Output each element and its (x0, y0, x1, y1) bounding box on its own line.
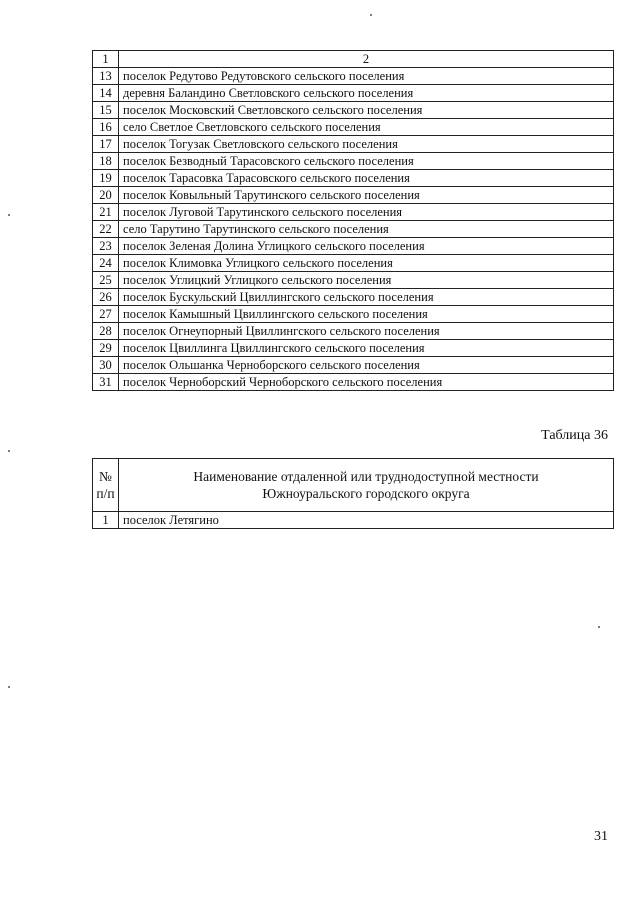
settlement-name-cell: поселок Луговой Тарутинского сельского поселения (119, 204, 614, 221)
header-name-line-1: Наименование отдаленной или труднодоступной местности (193, 469, 539, 484)
column-number-1: 1 (93, 51, 119, 68)
row-number-cell: 27 (93, 306, 119, 323)
settlement-name-cell: село Тарутино Тарутинского сельского поселения (119, 221, 614, 238)
row-number-cell: 22 (93, 221, 119, 238)
table-row (93, 136, 614, 153)
header-number-abbrev: п/п (96, 486, 115, 501)
table-row (93, 340, 614, 357)
settlement-name-cell: поселок Климовка Углицкого сельского поселения (119, 255, 614, 272)
settlement-name-cell: поселок Зеленая Долина Углицкого сельского поселения (119, 238, 614, 255)
settlement-name-cell: деревня Баландино Светловского сельского поселения (119, 85, 614, 102)
row-number-cell: 26 (93, 289, 119, 306)
table-row (93, 374, 614, 391)
settlement-name-cell: поселок Огнеупорный Цвиллингского сельского поселения (119, 323, 614, 340)
table-36-caption: Таблица 36 (541, 428, 608, 443)
table-row (93, 68, 614, 85)
settlement-name-cell: поселок Московский Светловского сельского поселения (119, 102, 614, 119)
table-row (93, 357, 614, 374)
row-number-cell: 20 (93, 187, 119, 204)
table-row (93, 306, 614, 323)
table-row (93, 238, 614, 255)
settlement-name-cell: поселок Камышный Цвиллингского сельского поселения (119, 306, 614, 323)
table-36 (92, 458, 614, 529)
settlement-name-cell: поселок Летягино (119, 512, 614, 529)
table-row (93, 272, 614, 289)
header-name-line-2: Южноуральского городского округа (262, 486, 470, 501)
row-number-cell: 30 (93, 357, 119, 374)
settlement-name-cell: поселок Редутово Редутовского сельского поселения (119, 68, 614, 85)
table-row (93, 323, 614, 340)
settlements-table-body (93, 68, 614, 391)
row-number-cell: 21 (93, 204, 119, 221)
settlement-name-cell: поселок Тарасовка Тарасовского сельского поселения (119, 170, 614, 187)
scan-speck (370, 14, 372, 16)
settlement-name-cell: поселок Бускульский Цвиллингского сельского поселения (119, 289, 614, 306)
settlement-name-cell: поселок Черноборский Черноборского сельского поселения (119, 374, 614, 391)
table-row (93, 102, 614, 119)
header-number-symbol: № (99, 469, 112, 484)
table-column-number-row (93, 51, 614, 68)
settlement-name-cell: поселок Тогузак Светловского сельского поселения (119, 136, 614, 153)
scan-speck (8, 686, 10, 688)
settlement-name-cell: село Светлое Светловского сельского поселения (119, 119, 614, 136)
row-number-cell: 31 (93, 374, 119, 391)
scan-speck (8, 450, 10, 452)
header-name-cell (119, 459, 614, 512)
scan-speck (598, 626, 600, 628)
settlement-name-cell: поселок Углицкий Углицкого сельского поселения (119, 272, 614, 289)
table-row (93, 85, 614, 102)
table-row (93, 255, 614, 272)
row-number-cell: 14 (93, 85, 119, 102)
row-number-cell: 1 (93, 512, 119, 529)
row-number-cell: 17 (93, 136, 119, 153)
settlements-table-continued (92, 50, 614, 391)
header-number-cell (93, 459, 119, 512)
row-number-cell: 25 (93, 272, 119, 289)
page-number: 31 (594, 829, 608, 844)
row-number-cell: 24 (93, 255, 119, 272)
table-row (93, 289, 614, 306)
scan-speck (8, 214, 10, 216)
row-number-cell: 15 (93, 102, 119, 119)
row-number-cell: 28 (93, 323, 119, 340)
table-row (93, 170, 614, 187)
settlement-name-cell: поселок Цвиллинга Цвиллингского сельского поселения (119, 340, 614, 357)
row-number-cell: 16 (93, 119, 119, 136)
table-36-header-row (93, 459, 614, 512)
settlement-name-cell: поселок Безводный Тарасовского сельского поселения (119, 153, 614, 170)
row-number-cell: 23 (93, 238, 119, 255)
row-number-cell: 18 (93, 153, 119, 170)
row-number-cell: 29 (93, 340, 119, 357)
table-row (93, 119, 614, 136)
table-36-body (93, 512, 614, 529)
column-number-2: 2 (119, 51, 614, 68)
row-number-cell: 13 (93, 68, 119, 85)
table-row (93, 153, 614, 170)
settlement-name-cell: поселок Ковыльный Тарутинского сельского поселения (119, 187, 614, 204)
table-row (93, 512, 614, 529)
table-row (93, 221, 614, 238)
settlement-name-cell: поселок Ольшанка Черноборского сельского поселения (119, 357, 614, 374)
table-row (93, 187, 614, 204)
row-number-cell: 19 (93, 170, 119, 187)
table-row (93, 204, 614, 221)
